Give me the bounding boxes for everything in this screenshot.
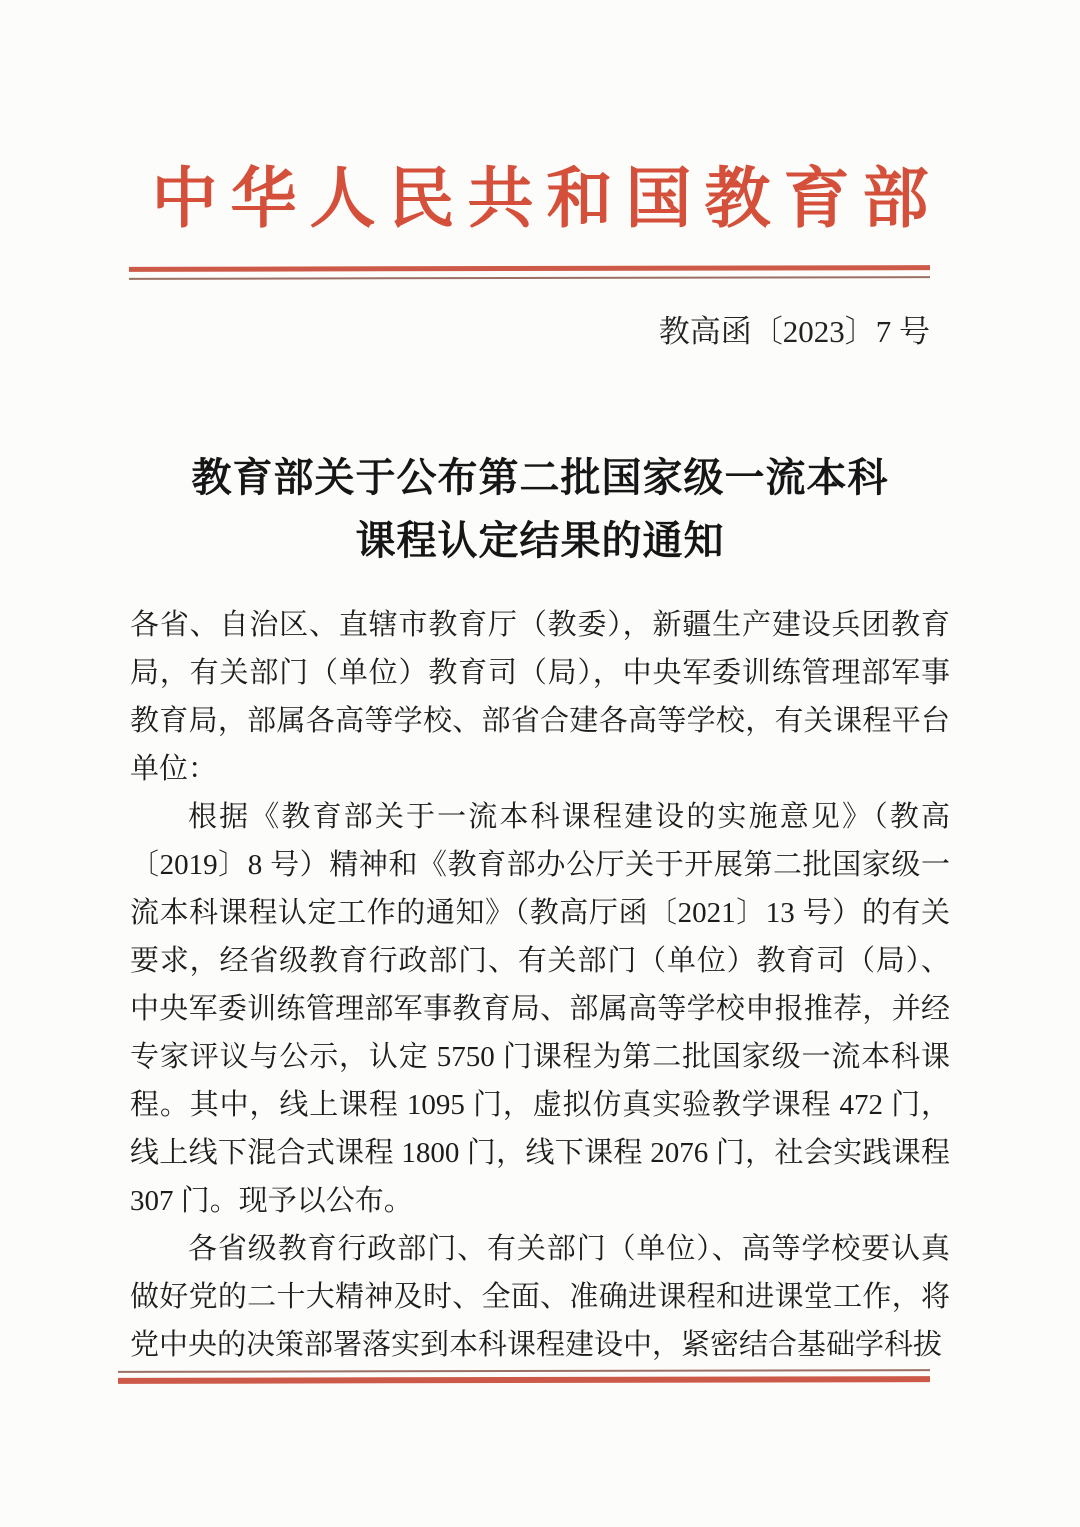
- footer-rule-thick: [118, 1376, 930, 1384]
- addressee-paragraph: 各省、自治区、直辖市教育厅（教委），新疆生产建设兵团教育局，有关部门（单位）教育司（局），中央军委训练管理部军事教育局，部属各高等学校、部省合建各高等学校，有关课程平台单位：: [130, 609, 950, 785]
- paragraph-recognition-results: 根据《教育部关于一流本科课程建设的实施意见》（教高〔2019〕8 号）精神和《教育部办公厅关于开展第二批国家级一流本科课程认定工作的通知》（教高厅函〔2021〕13 号）的有关要求，经省级教育行政部门、有关部门（单位）教育司（局）、中央军委训练管理部军事教育局、部属高等学校申报推荐，并经专家评议与公示，认定 5750 门课程为第二批国家级一流本科课程。其中，线上课程 1095 门，虚拟仿真实验教学课程 472 门，线上线下混合式课程 1800 门，线下课程 2076 门，社会实践课程 307 门。现予以公布。: [130, 801, 950, 1217]
- letterhead-rule-thick: [129, 265, 930, 272]
- footer-rule-thin: [118, 1369, 930, 1373]
- document-body: [130, 601, 950, 1369]
- letterhead-rule-thin: [129, 276, 930, 280]
- document-title: [0, 446, 1080, 572]
- document-number: 教高函〔2023〕7 号: [658, 314, 930, 349]
- document-title-line2: 课程认定结果的通知: [355, 518, 725, 563]
- paragraph-requirements: 各省级教育行政部门、有关部门（单位）、高等学校要认真做好党的二十大精神及时、全面、准确进课程和进课堂工作，将党中央的决策部署落实到本科课程建设中，紧密结合基础学科拔: [130, 1233, 950, 1361]
- document-title-line1: 教育部关于公布第二批国家级一流本科: [191, 455, 889, 500]
- letterhead-title: 中华人民共和国教育部: [151, 163, 942, 236]
